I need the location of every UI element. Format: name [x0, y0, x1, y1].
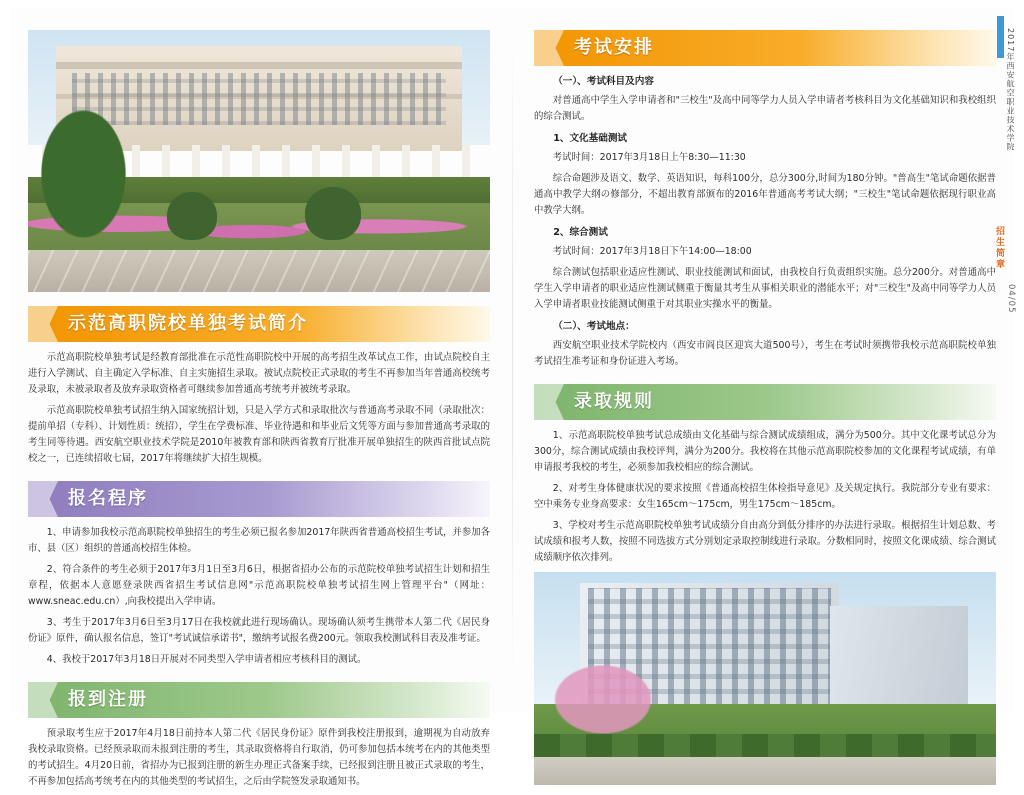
section-header-rules: [534, 384, 996, 420]
section-header-register: [28, 682, 490, 718]
exam-heading-2: 1、文化基础测试: [553, 133, 628, 144]
spine-label: 招生简章: [994, 226, 1004, 270]
spine-color-mark: [997, 16, 1004, 58]
left-column: [28, 30, 490, 795]
exam-text-2-1: 考试时间：2017年3月18日上午8:30—11:30: [552, 152, 746, 163]
blossom-tree: [543, 657, 663, 742]
page-fold-line: [512, 8, 513, 711]
section-header-exam: [534, 30, 996, 66]
exam-block-comprehensive: [534, 225, 996, 313]
hedge-row: [534, 734, 996, 760]
apply-step-3: 3、考生于2017年3月6日至3月17日在我校就此进行现场确认。现场确认须考生携带本人第二代《居民身份证》原件，确认报名信息，签订"考试诚信承诺书"，缴纳考试报名费200元。领取我校测试科目表及准考证。: [28, 617, 490, 644]
apply-step-4: 4、我校于2017年3月18日开展对不同类型入学申请者相应考核科目的测试。: [46, 654, 367, 665]
campus-garden-photo: [28, 30, 490, 292]
section-title-rules: 录取规则: [574, 391, 654, 412]
section-title-apply: 报名程序: [68, 488, 148, 509]
rules-paragraph-1: 1、示范高职院校单独考试总成绩由文化基础与综合测试成绩组成，满分为500分。其中文化课考试总分为300分，综合测试成绩由我校评判，满分为200分。我校将在其他示范高职院校参加的文化课程考试成绩，有单申请报考我校的考生，必须参加我校相应的综合测试。: [534, 430, 996, 473]
register-paragraph-1: 预录取考生应于2017年4月18日前持本人第二代《居民身份证》原件到我校注册报到，逾期视为自动放弃我校录取资格。已经预录取而未报到注册的考生，其录取资格将自行取消，仍可参加包括本统考在内的其他类型的考试招生。4月20日前，省招办为已报到注册的新生办理正式备案手续，已经报到注册且被正式录取的考生，不再参加包括高考统考在内的其他类型的考试招生，之后由学院签发录取通知书。: [28, 728, 490, 787]
exam-heading-1: （一）、考试科目及内容: [553, 76, 654, 87]
section-title-intro: 示范高职院校单独考试简介: [68, 313, 308, 334]
section-title-exam: 考试安排: [574, 37, 654, 58]
campus-building-photo: [534, 572, 996, 785]
spine-title: 2017年西安航空职业技术学院: [1006, 28, 1015, 152]
exam-text-1-1: 对普通高中学生入学申请者和"三校生"及高中同等学力人员入学申请者考核科目为文化基础知识和我校组织的综合测试。: [534, 95, 996, 122]
spine-page-number: 04/05: [1006, 284, 1016, 314]
apply-step-1: 1、申请参加我校示范高职院校单独招生的考生必须已报名参加2017年陕西省普通高校招生考试，并参加各市、县（区）组织的普通高校招生体检。: [28, 527, 490, 554]
exam-block-subjects: [534, 74, 996, 125]
exam-heading-3: 2、综合测试: [553, 227, 608, 238]
section-title-register: 报到注册: [68, 689, 148, 710]
exam-block-culture: [534, 131, 996, 219]
section-header-intro: [28, 306, 490, 342]
rules-paragraph-3: 3、学校对考生示范高职院校单独考试成绩分自由高分到低分排序的办法进行录取。根据招生计划总数、考试成绩和报考人数，按照不同选拔方式分别划定录取控制线进行录取。分数相同时，按照文化课成绩、综合测试成绩顺序依次排列。: [534, 520, 996, 563]
shrub: [167, 192, 218, 239]
side-building: [830, 606, 969, 708]
exam-block-location: [534, 319, 996, 370]
right-column: [534, 30, 996, 785]
section-header-apply: [28, 481, 490, 517]
exam-text-3-2: 综合测试包括职业适应性测试、职业技能测试和面试，由我校自行负责组织实施。总分200分。对普通高中学生入学申请者的职业适应性测试侧重于衡量其考生从事相关职业的潜能水平；对"三校生"及高中同等学力人员入学申请者职业技能测试侧重于对其职业实操水平的衡量。: [534, 267, 996, 310]
rules-paragraph-2: 2、对考生身体健康状况的要求按照《普通高校招生体检指导意见》及关规定执行。我院部分专业有要求：空中乘务专业身高要求：女生165cm～175cm，男生175cm～185cm。: [534, 483, 996, 510]
intro-paragraph-2: 示范高职院校单独考试招生纳入国家统招计划，只是入学方式和录取批次与普通高考录取不同（录取批次：提前单招（专科）、计划性质：统招），学生在学费标准、毕业待遇和和毕业后文凭等方面与参加普通高考录取的考生同等待遇。西安航空职业技术学院是2010年被教育部和陕西省教育厅批准开展单独招生的陕西首批试点院校之一，已连续招收七届，2017年将继续扩大招生规模。: [28, 405, 490, 464]
shrub: [305, 187, 360, 239]
exam-text-4-1: 西安航空职业技术学院校内（西安市阎良区迎宾大道500号），考生在考试时须携带我校示范高职院校单独考试招生准考证和身份证进入考场。: [534, 340, 996, 367]
campus-road: [534, 757, 996, 785]
exam-text-2-2: 综合命题涉及语文、数学、英语知识，每科100分，总分300分,时间为180分钟。"普高生"笔试命题依据普通高中教学大纲の修部分，不超出教育部颁布的2016年普通高考考试大纲；"三校生"笔试命题依据现行职业高中教学大纲。: [534, 173, 996, 216]
exam-text-3-1: 考试时间：2017年3月18日下午14:00—18:00: [552, 246, 752, 257]
garden-path: [28, 250, 490, 292]
intro-paragraph-1: 示范高职院校单独考试是经教育部批准在示范性高职院校中开展的高考招生改革试点工作，由试点院校自主进行入学测试、自主确定入学标准、自主实施招生录取。被试点院校正式录取的考生不再参加当年普通高校统考及录取，未被录取者及放弃录取资格者可继续参加普通高考统考并被统考录取。: [28, 352, 490, 395]
page-spine: [992, 16, 1018, 316]
exam-heading-4: （二）、考试地点：: [553, 321, 635, 332]
apply-step-2: 2、符合条件的考生必须于2017年3月1日至3月6日，根据省招办公布的示范院校单独考试招生计划和招生章程，依据本人意愿登录陕西省招生考试信息网"示范高职院校单独考试招生网上管理平台"（网址：www.sneac.edu.cn）,向我校提出入学申请。: [28, 564, 490, 607]
tree: [33, 98, 135, 250]
